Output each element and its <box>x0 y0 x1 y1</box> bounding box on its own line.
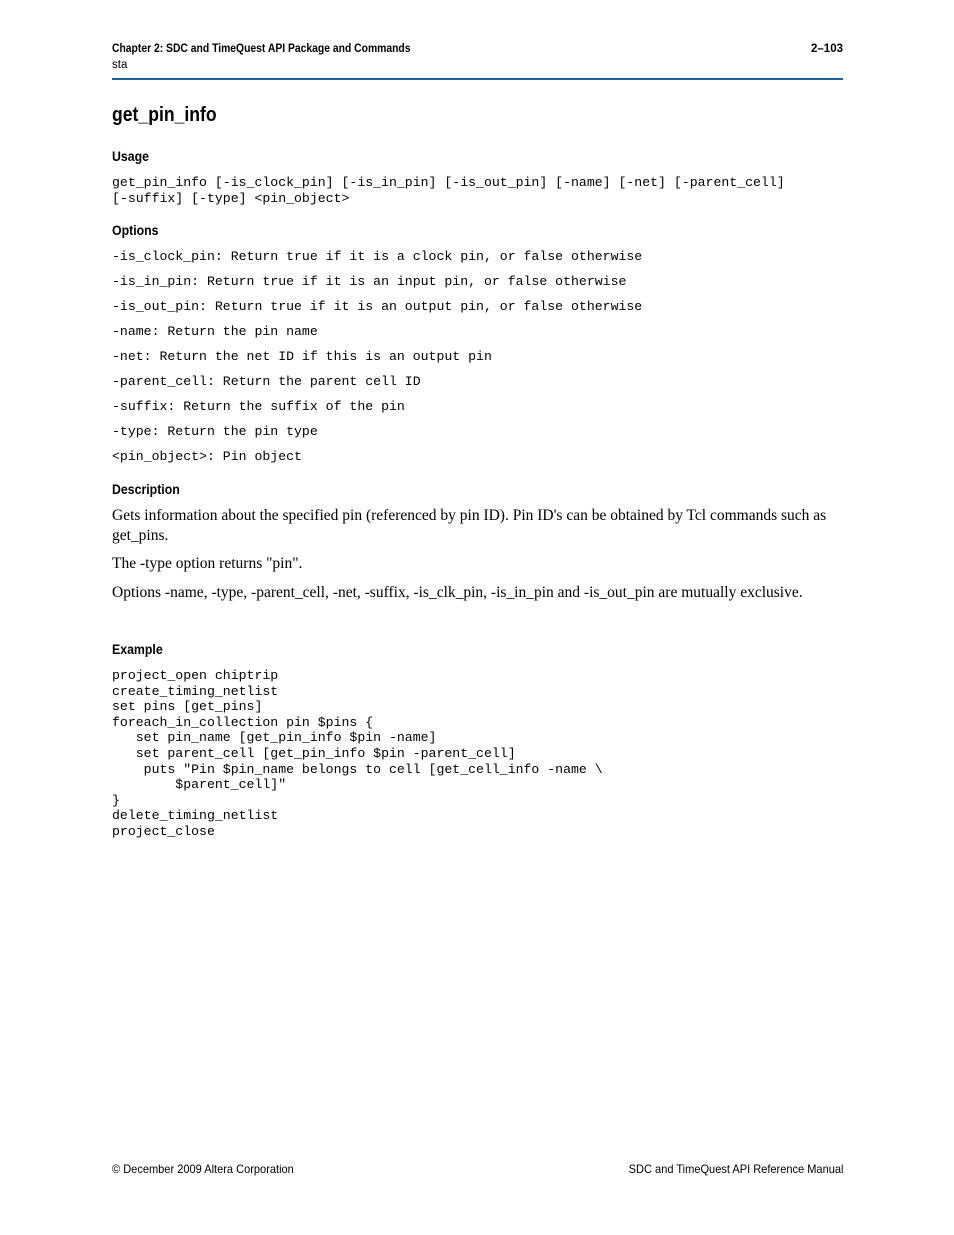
page-header <box>112 42 843 80</box>
usage-syntax: get_pin_info [-is_clock_pin] [-is_in_pin] [-is_out_pin] [-name] [-net] [-parent_cell] [-suffix] [-type] <pin_object> <box>112 175 785 206</box>
example-code: project_open chiptrip create_timing_netlist set pins [get_pins] foreach_in_collection pin $pins { set pin_name [get_pin_info $pin -name] set parent_cell [get_pin_info $pin -parent_cell] puts "Pin $pin_name belongs to cell [get_cell_info -name \ $parent_cell]" } delete_timing_netlist project_close <box>112 668 603 839</box>
example-heading: Example <box>112 641 163 657</box>
option-item: -name: Return the pin name <box>112 324 318 339</box>
description-paragraph: The -type option returns "pin". <box>112 555 303 572</box>
options-heading: Options <box>112 222 159 238</box>
description-paragraph: Options -name, -type, -parent_cell, -net, -suffix, -is_clk_pin, -is_in_pin and -is_out_pin are mutually exclusive. <box>112 584 803 601</box>
chapter-title: Chapter 2: SDC and TimeQuest API Package and Commands <box>112 43 411 55</box>
option-item: -is_clock_pin: Return true if it is a clock pin, or false otherwise <box>112 249 643 264</box>
footer-copyright: © December 2009 Altera Corporation <box>112 1162 294 1176</box>
usage-heading: Usage <box>112 148 149 164</box>
option-item: -type: Return the pin type <box>112 424 318 439</box>
footer-manual-title: SDC and TimeQuest API Reference Manual <box>628 1162 843 1176</box>
description-heading: Description <box>112 481 180 497</box>
option-item: -net: Return the net ID if this is an output pin <box>112 349 492 364</box>
option-item: -is_out_pin: Return true if it is an output pin, or false otherwise <box>112 299 643 314</box>
option-item: -suffix: Return the suffix of the pin <box>112 399 405 414</box>
description-paragraph: Gets information about the specified pin (referenced by pin ID). Pin ID's can be obtained by Tcl commands such as get_pins. <box>112 507 827 544</box>
option-item: -parent_cell: Return the parent cell ID <box>112 374 421 389</box>
option-item: -is_in_pin: Return true if it is an input pin, or false otherwise <box>112 274 627 289</box>
options-list <box>112 249 642 474</box>
page-number: 2–103 <box>811 43 843 55</box>
section-name: sta <box>112 59 128 71</box>
command-title: get_pin_info <box>112 104 217 126</box>
option-item: <pin_object>: Pin object <box>112 449 302 464</box>
